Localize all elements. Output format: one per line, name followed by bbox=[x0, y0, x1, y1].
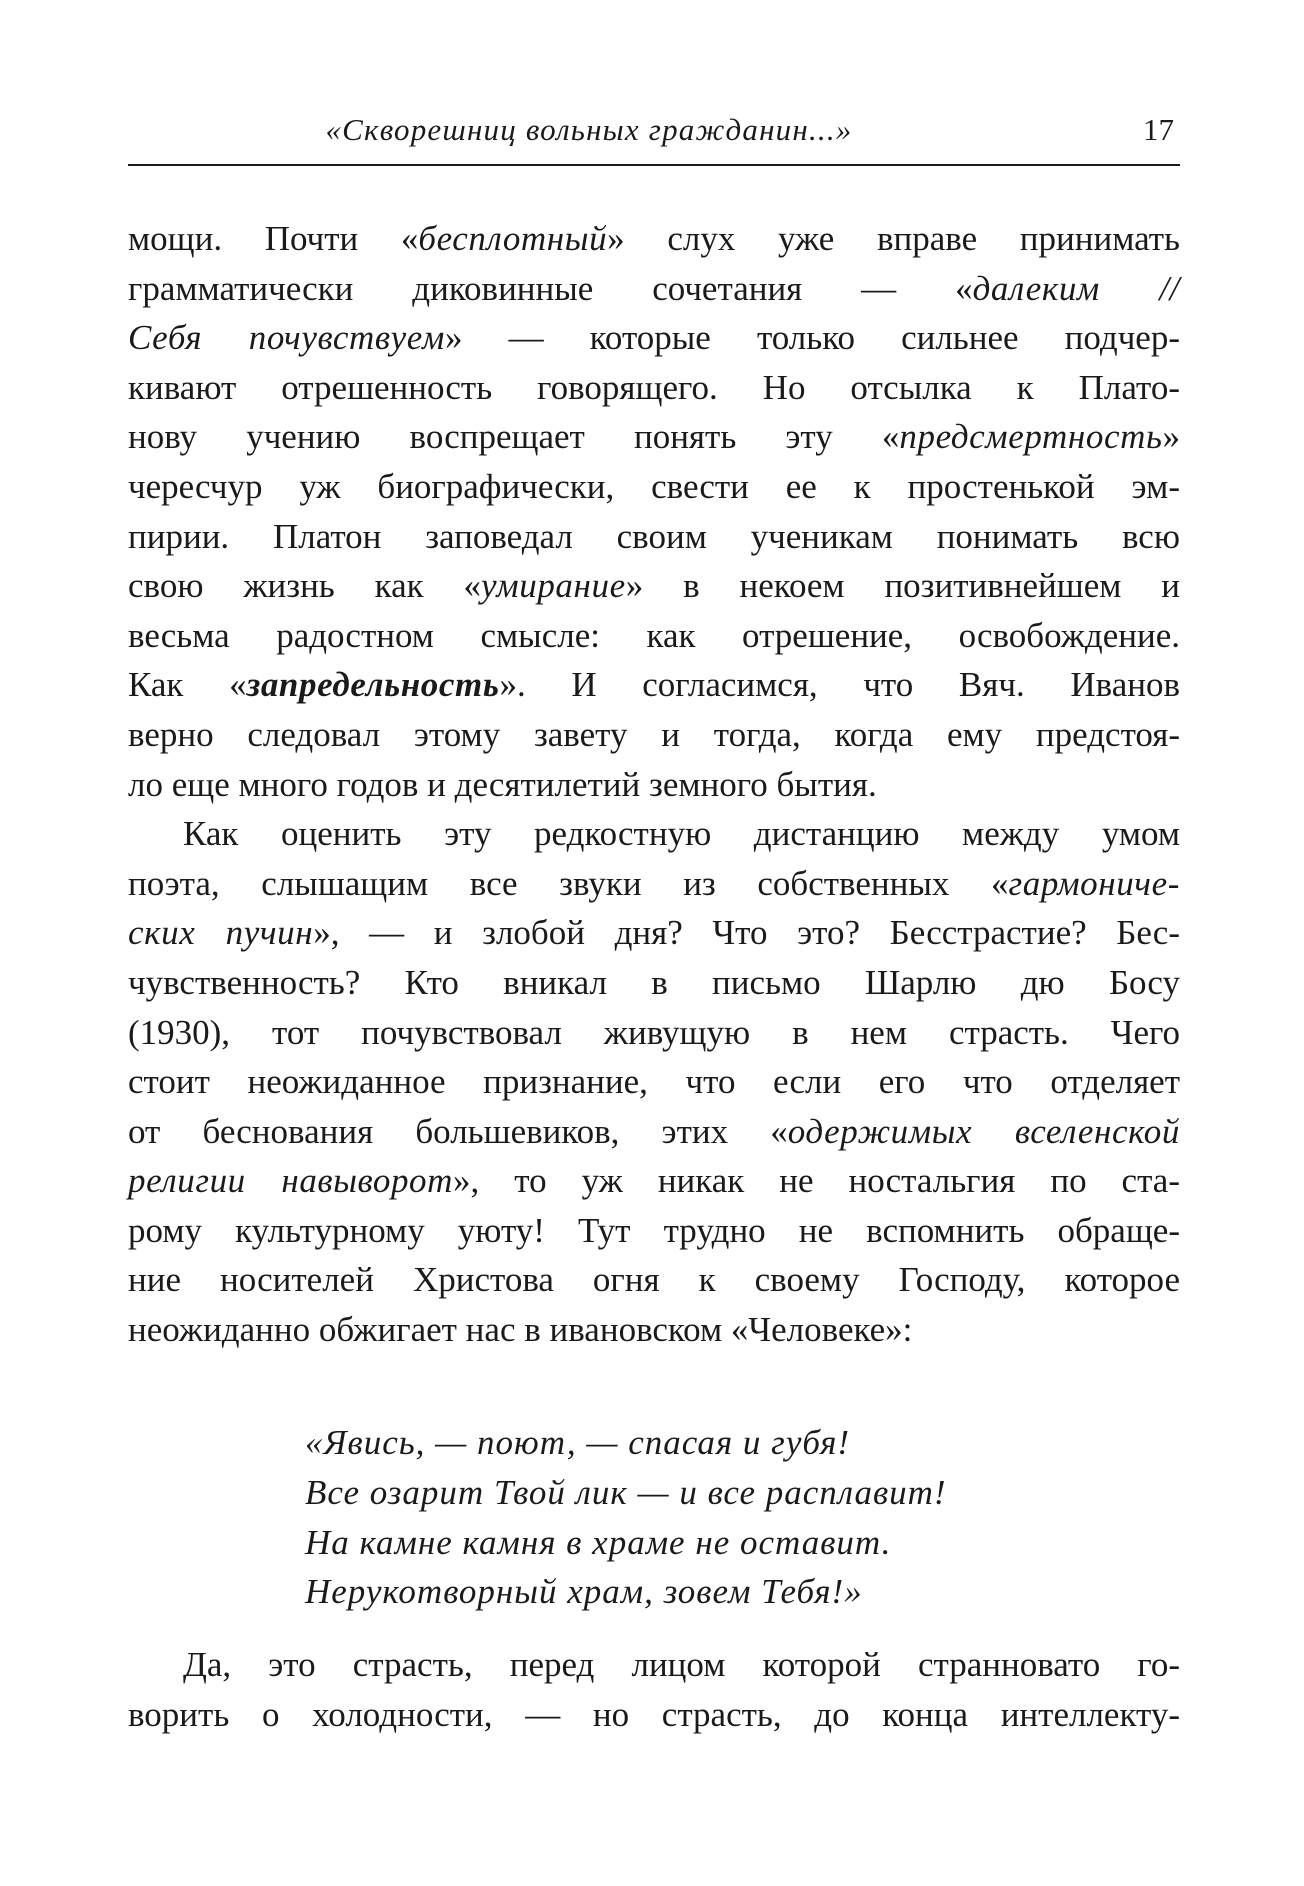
text-line: Как оценить эту редкостную дистанцию между умом bbox=[183, 814, 1180, 854]
running-head bbox=[128, 108, 1180, 166]
text-line: ние носителей Христова огня к своему Господу, которое bbox=[128, 1260, 1180, 1300]
text-line: пирии. Платон заповедал своим ученикам понимать всю bbox=[128, 516, 1180, 556]
page-number: 17 bbox=[1143, 112, 1174, 147]
text-line: ских пучин», — и злобой дня? Что это? Бесстрастие? Бес- bbox=[128, 913, 1180, 953]
text-line: чувственность? Кто вникал в письмо Шарлю дю Босу bbox=[128, 962, 1180, 1002]
text-line: Себя почувствуем» — которые только сильнее подчер- bbox=[128, 318, 1180, 358]
text-line: кивают отрешенность говорящего. Но отсылка к Плато- bbox=[128, 367, 1180, 407]
text-line: рому культурному уюту! Тут трудно не вспомнить обраще- bbox=[128, 1210, 1180, 1250]
text-line: Да, это страсть, перед лицом которой странновато го- bbox=[183, 1645, 1180, 1684]
text-line: поэта, слышащим все звуки из собственных «гармониче- bbox=[128, 863, 1180, 903]
verse-quote bbox=[305, 1418, 947, 1617]
text-line: свою жизнь как «умирание» в некоем позитивнейшем и bbox=[128, 566, 1181, 606]
body-text bbox=[128, 214, 1180, 1355]
verse-line: На камне камня в храме не оставит. bbox=[305, 1522, 892, 1562]
text-line: чересчур уж биографически, свести ее к простенькой эм- bbox=[128, 466, 1180, 506]
verse-line: «Явись, — поют, — спасая и губя! bbox=[305, 1423, 851, 1462]
text-line: верно следовал этому завету и тогда, когда ему предстоя- bbox=[128, 714, 1180, 754]
text-line: ло еще много годов и десятилетий земного бытия. bbox=[128, 764, 877, 804]
verse-line: Нерукотворный храм, зовем Тебя!» bbox=[305, 1572, 863, 1612]
text-line: нову учению воспрещает понять эту «предсмертность» bbox=[128, 417, 1180, 457]
text-line: от беснования большевиков, этих «одержимых вселенской bbox=[128, 1111, 1180, 1151]
text-line: ворить о холодности, — но страсть, до конца интеллекту- bbox=[128, 1694, 1180, 1734]
text-line: стоит неожиданное признание, что если его что отделяет bbox=[128, 1062, 1180, 1102]
text-line: (1930), тот почувствовал живущую в нем страсть. Чего bbox=[128, 1012, 1180, 1052]
running-head-title: «Скворешниц вольных гражданин...» bbox=[325, 112, 853, 147]
text-line: мощи. Почти «бесплотный» слух уже вправе принимать bbox=[128, 219, 1180, 258]
text-line: грамматически диковинные сочетания — «далеким // bbox=[128, 268, 1181, 308]
body-text-continued bbox=[128, 1640, 1180, 1739]
text-line: Как «запредельность». И согласимся, что Вяч. Иванов bbox=[128, 665, 1180, 705]
text-line: неожиданно обжигает нас в ивановском «Человеке»: bbox=[128, 1310, 913, 1350]
text-line: весьма радостном смысле: как отрешение, освобождение. bbox=[128, 615, 1180, 655]
text-line: религии навыворот», то уж никак не ностальгия по ста- bbox=[128, 1161, 1181, 1201]
verse-line: Все озарит Твой лик — и все расплавит! bbox=[305, 1472, 947, 1512]
